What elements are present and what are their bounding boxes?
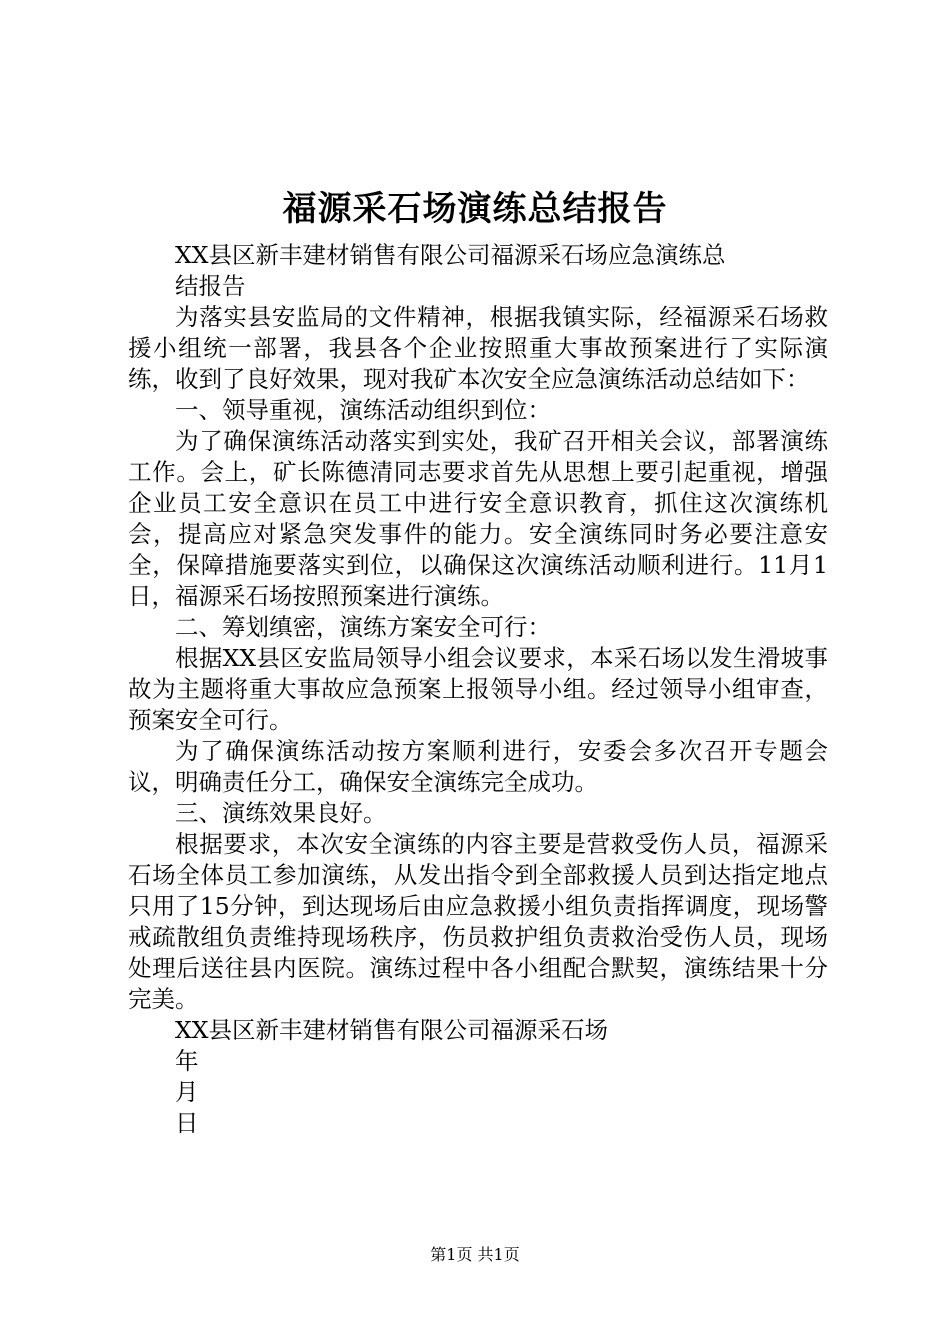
paragraph-intro: 为落实县安监局的文件精神，根据我镇实际，经福源采石场救援小组统一部署，我县各个企业按照重大事故预案进行了实际演练，收到了良好效果，现对我矿本次安全应急演练活动总结如下：: [128, 303, 828, 393]
signature-company: XX县区新丰建材销售有限公司福源采石场: [175, 1016, 608, 1044]
section-heading-2: 二、筹划缜密，演练方案安全可行：: [175, 613, 551, 641]
subtitle-line-1: XX县区新丰建材销售有限公司福源采石场应急演练总: [175, 241, 726, 269]
date-year: 年: [175, 1047, 199, 1075]
section-heading-1: 一、领导重视，演练活动组织到位：: [175, 396, 551, 424]
paragraph-section-2b: 为了确保演练活动按方案顺利进行，安委会多次召开专题会议，明确责任分工，确保安全演练完全成功。: [128, 737, 828, 796]
page-footer: 第1页 共1页: [430, 1245, 520, 1264]
date-day: 日: [175, 1109, 199, 1137]
date-month: 月: [175, 1078, 199, 1106]
paragraph-section-2a: 根据XX县区安监局领导小组会议要求，本采石场以发生滑坡事故为主题将重大事故应急预案上报领导小组。经过领导小组审查，预案安全可行。: [128, 644, 828, 734]
subtitle-line-2: 结报告: [175, 272, 246, 300]
paragraph-section-1: 为了确保演练活动落实到实处，我矿召开相关会议，部署演练工作。会上，矿长陈德清同志要求首先从思想上要引起重视，增强企业员工安全意识在员工中进行安全意识教育，抓住这次演练机会，提高应对紧急突发事件的能力。安全演练同时务必要注意安全，保障措施要落实到位，以确保这次演练活动顺利进行。11月1日，福源采石场按照预案进行演练。: [128, 427, 828, 610]
document-title: 福源采石场演练总结报告: [282, 189, 668, 229]
document-body: [128, 240, 828, 1139]
section-heading-3: 三、演练效果良好。: [175, 799, 387, 827]
paragraph-section-3: 根据要求，本次安全演练的内容主要是营救受伤人员，福源采石场全体员工参加演练，从发出指令到全部救援人员到达指定地点只用了15分钟，到达现场后由应急救援小组负责指挥调度，现场警戒疏散组负责维持现场秩序，伤员救护组负责救治受伤人员，现场处理后送往县内医院。演练过程中各小组配合默契，演练结果十分完美。: [128, 830, 828, 1013]
